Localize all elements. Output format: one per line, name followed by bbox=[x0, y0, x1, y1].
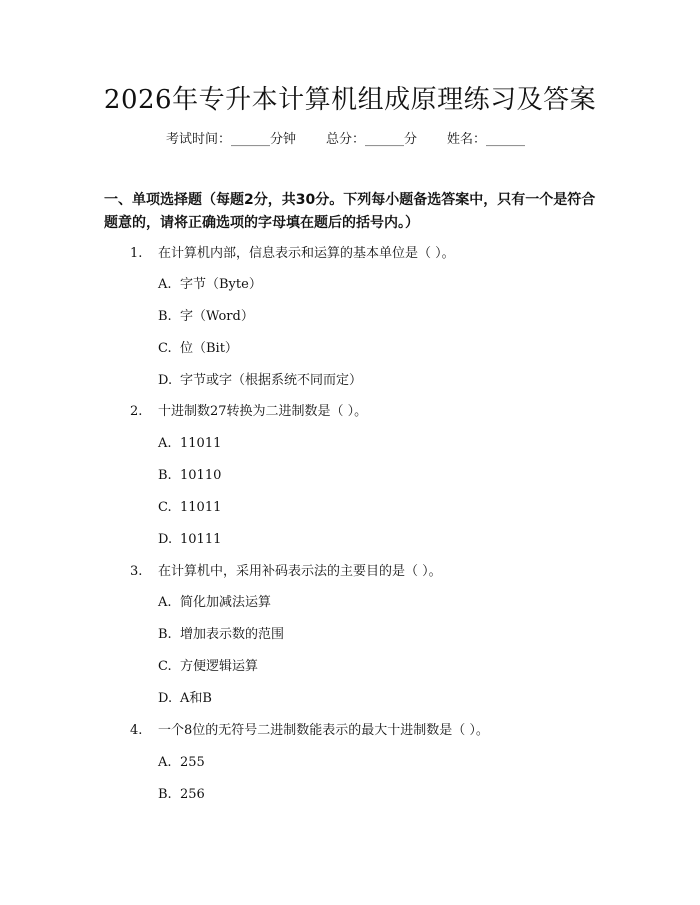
option-text: A和B bbox=[180, 691, 212, 706]
option-letter: C. bbox=[158, 500, 172, 515]
option-letter: D. bbox=[158, 532, 173, 547]
option-3c bbox=[158, 657, 258, 677]
question-3 bbox=[130, 562, 442, 582]
option-text: 字节（Byte） bbox=[180, 277, 262, 292]
option-text: 字（Word） bbox=[180, 309, 254, 324]
option-3a bbox=[158, 593, 271, 613]
option-text: 字节或字（根据系统不同而定） bbox=[180, 373, 363, 388]
option-4b bbox=[158, 785, 205, 805]
question-text: 在计算机内部，信息表示和运算的基本单位是（ ）。 bbox=[158, 246, 455, 261]
exam-score: 总分：______分 bbox=[326, 132, 418, 147]
option-3d bbox=[158, 689, 212, 709]
option-letter: B. bbox=[158, 787, 172, 802]
student-name: 姓名：______ bbox=[447, 132, 526, 147]
option-text: 255 bbox=[180, 755, 205, 770]
option-letter: B. bbox=[158, 468, 172, 483]
option-letter: A. bbox=[158, 277, 172, 292]
option-text: 11011 bbox=[180, 436, 222, 451]
option-text: 简化加减法运算 bbox=[180, 595, 272, 610]
option-4a bbox=[158, 753, 205, 773]
option-letter: D. bbox=[158, 691, 173, 706]
option-text: 10110 bbox=[180, 468, 222, 483]
option-1c bbox=[158, 339, 238, 359]
option-letter: B. bbox=[158, 309, 172, 324]
exam-time: 考试时间：______分钟 bbox=[166, 132, 297, 147]
question-text: 在计算机中，采用补码表示法的主要目的是（ ）。 bbox=[158, 564, 442, 579]
option-letter: D. bbox=[158, 373, 173, 388]
question-text: 十进制数27转换为二进制数是（ ）。 bbox=[158, 404, 368, 419]
option-2b bbox=[158, 466, 221, 486]
option-2a bbox=[158, 434, 221, 454]
option-text: 增加表示数的范围 bbox=[180, 627, 285, 642]
option-letter: B. bbox=[158, 627, 172, 642]
question-number: 2. bbox=[130, 404, 143, 419]
question-number: 4. bbox=[130, 723, 143, 738]
option-1a bbox=[158, 275, 262, 295]
option-letter: A. bbox=[158, 755, 172, 770]
question-2 bbox=[130, 402, 367, 422]
option-letter: C. bbox=[158, 659, 172, 674]
question-number: 3. bbox=[130, 564, 143, 579]
option-text: 方便逻辑运算 bbox=[180, 659, 259, 674]
option-2d bbox=[158, 530, 221, 550]
document-title: 2026年专升本计算机组成原理练习及答案 bbox=[103, 85, 597, 115]
exam-meta bbox=[166, 130, 525, 150]
option-letter: A. bbox=[158, 595, 172, 610]
option-1b bbox=[158, 307, 254, 327]
section-heading: 一、单项选择题（每题2分，共30分。下列每小题备选答案中，只有一个是符合题意的，请将正确选项的字母填在题后的括号内。） bbox=[104, 192, 596, 231]
question-4 bbox=[130, 721, 489, 741]
question-1 bbox=[130, 244, 455, 264]
option-text: 10111 bbox=[180, 532, 222, 547]
question-number: 1. bbox=[130, 246, 143, 261]
question-text: 一个8位的无符号二进制数能表示的最大十进制数是（ ）。 bbox=[158, 723, 489, 738]
option-3b bbox=[158, 625, 284, 645]
option-1d bbox=[158, 371, 362, 391]
option-text: 256 bbox=[180, 787, 205, 802]
option-2c bbox=[158, 498, 221, 518]
option-letter: A. bbox=[158, 436, 172, 451]
option-letter: C. bbox=[158, 341, 172, 356]
option-text: 位（Bit） bbox=[180, 341, 238, 356]
option-text: 11011 bbox=[180, 500, 222, 515]
